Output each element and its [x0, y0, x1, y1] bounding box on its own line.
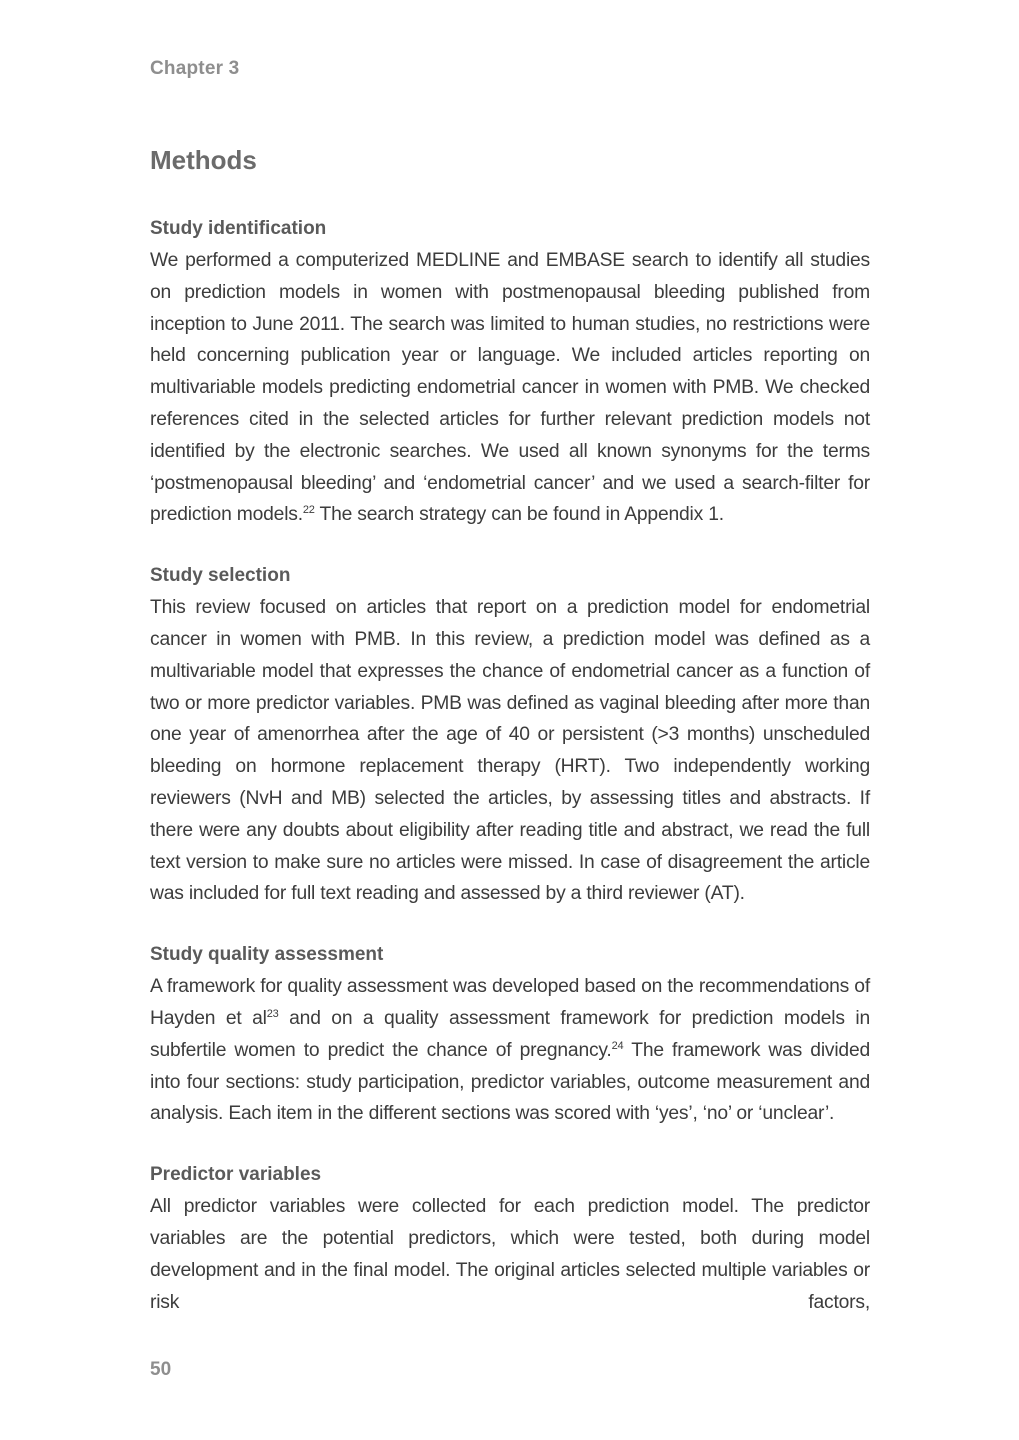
- subsection-heading: Study identification: [150, 218, 327, 239]
- paragraph-text: The framework was divided into four sections: study participation, predictor variables, outcome measurement and analysis. Each item in the different sections was scored with ‘yes’, ‘no’ or ‘unclear’.: [150, 1039, 870, 1125]
- subsection-study-identification: [150, 214, 870, 531]
- paragraph-text: The search strategy can be found in Appendix 1.: [314, 504, 724, 526]
- subsection-study-quality-assessment: [150, 940, 870, 1130]
- citation-ref: 24: [611, 1039, 624, 1052]
- subsection-heading: Study selection: [150, 565, 291, 587]
- page-number: 50: [150, 1359, 172, 1380]
- subsection-study-selection: [150, 561, 870, 910]
- chapter-label: Chapter 3: [150, 58, 240, 79]
- paragraph: [150, 971, 870, 1130]
- paragraph-text: and on a quality assessment framework for prediction models in subfertile women to predict the chance of pregnancy.: [150, 1007, 870, 1061]
- paragraph: This review focused on articles that report on a prediction model for endometrial cancer in women with PMB. In this review, a prediction model was defined as a multivariable model that expresses the chance of endometrial cancer as a function of two or more predictor variables. PMB was defined as vaginal bleeding after more than one year of amenorrhea after the age of 40 or persistent (>3 months) unscheduled bleeding on hormone replacement therapy (HRT). Two independently working reviewers (NvH and MB) selected the articles, by assessing titles and abstracts. If there were any doubts about eligibility after reading title and abstract, we read the full text version to make sure no articles were missed. In case of disagreement the article was included for full text reading and assessed by a third reviewer (AT).: [150, 597, 870, 905]
- paragraph: [150, 245, 870, 531]
- citation-ref: 23: [266, 1007, 279, 1020]
- subsection-predictor-variables: [150, 1160, 870, 1318]
- subsection-heading: Study quality assessment: [150, 944, 384, 966]
- paragraph: All predictor variables were collected for each prediction model. The predictor variables are the potential predictors, which were tested, both during model development and in the final model. The original articles selected multiple variables or risk factors,: [150, 1196, 870, 1313]
- body-content: [150, 214, 870, 1348]
- citation-ref: 22: [302, 504, 315, 517]
- section-title: Methods: [150, 145, 257, 175]
- paragraph-text: A framework for quality assessment was developed based on the recommendations of Hayden et al: [150, 976, 870, 1029]
- subsection-heading: Predictor variables: [150, 1164, 322, 1186]
- paragraph-text: We performed a computerized MEDLINE and EMBASE search to identify all studies on prediction models in women with postmenopausal bleeding published from inception to June 2011. The search was limited to human studies, no restrictions were held concerning publication year or language. We included articles reporting on multivariable models predicting endometrial cancer in women with PMB. We checked references cited in the selected articles for further relevant prediction models not identified by the electronic searches. We used all known synonyms for the terms ‘postmenopausal bleeding’ and ‘endometrial cancer’ and we used a search-filter for prediction models.: [150, 250, 870, 526]
